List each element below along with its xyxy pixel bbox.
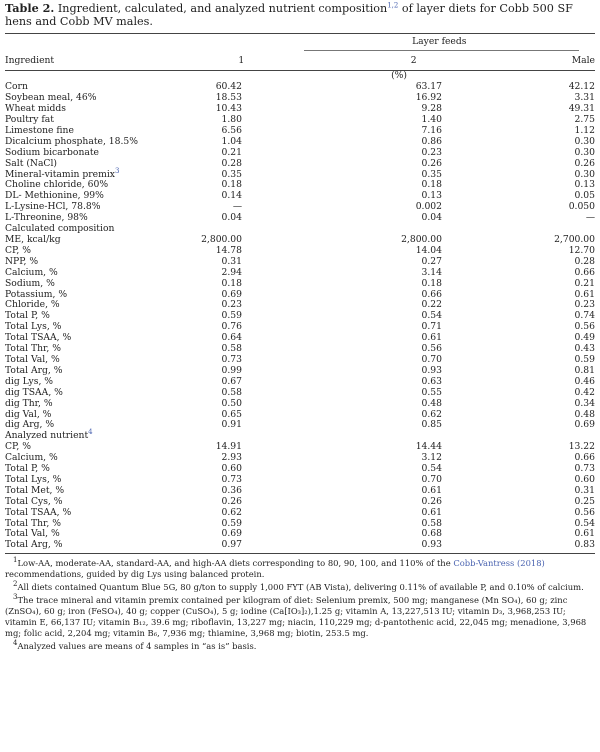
value-cell: 0.23 <box>221 299 242 311</box>
value-cell: 0.23 <box>421 146 442 158</box>
value-cell: 0.74 <box>574 310 595 322</box>
ingredient-name: Sodium bicarbonate <box>5 146 99 158</box>
table-row <box>5 442 595 453</box>
value-cell: 0.31 <box>221 255 242 267</box>
calculated-name: NPP, % <box>5 255 39 267</box>
value-cell: 0.50 <box>221 397 242 409</box>
value-cell: 0.49 <box>574 332 595 344</box>
column-header-1: 1 <box>238 55 245 67</box>
value-cell: 0.13 <box>421 190 442 202</box>
value-cell: 0.73 <box>221 353 242 365</box>
value-cell: 0.28 <box>221 157 242 169</box>
table-row <box>5 104 595 115</box>
analyzed-name: Total Arg, % <box>5 539 63 551</box>
analyzed-section-header <box>5 431 595 442</box>
cobb-vantress-reference-link[interactable]: Cobb-Vantress (2018) <box>453 558 545 569</box>
value-cell: 0.73 <box>574 463 595 475</box>
value-cell: 0.65 <box>221 408 242 420</box>
value-cell: 14.44 <box>415 441 442 453</box>
value-cell: 0.23 <box>574 299 595 311</box>
value-cell: 60.42 <box>215 81 242 93</box>
ingredient-name: Poultry fat <box>5 114 54 126</box>
value-cell: 1.40 <box>421 114 442 126</box>
calculated-name: dig Val, % <box>5 408 52 420</box>
value-cell: 63.17 <box>415 81 442 93</box>
value-cell: 0.60 <box>574 473 595 485</box>
footnote-3: $^3$The trace mineral and vitamin premix contained per kilogram of diet: Selenium premix, 500 mg; manganese (Mn SO₄), 60 g; zinc (ZnSO₄), 60 g; iron (FeSO₄), 40 g; copper (CuSO₄), 5 g; iodine (Ca[IO₃]₂),1.25 g; vitamin A, 13,227,513 IU; vitamin D₃, 3,968,253 IU; vitamin E, 66,137 IU; vitamin B₁₂, 39.6 mg; riboflavin, 13,227 mg; niacin, 110,229 mg; d-pantothenic acid, 22,045 mg; menadione, 3,968 mg; folic acid, 2,204 mg; vitamin B₆, 7,936 mg; thiamine, 3,968 mg; biotin, 253.5 mg. <box>5 593 587 638</box>
table-row <box>5 453 595 464</box>
table-row <box>5 519 595 530</box>
analyzed-name: Total TSAA, % <box>5 506 72 518</box>
table-row <box>5 246 595 257</box>
value-cell: 0.27 <box>421 255 442 267</box>
analyzed-name: CP, % <box>5 441 31 453</box>
value-cell: 0.61 <box>574 288 595 300</box>
table-document <box>5 2 595 654</box>
calculated-name: Total P, % <box>5 310 50 322</box>
value-cell: 0.05 <box>574 190 595 202</box>
value-cell: 0.62 <box>421 408 442 420</box>
analyzed-name: Calcium, % <box>5 452 58 464</box>
value-cell: 0.93 <box>421 539 442 551</box>
value-cell: 0.59 <box>221 310 242 322</box>
value-cell: 0.81 <box>574 364 595 376</box>
value-cell: 0.31 <box>574 484 595 496</box>
ingredient-name: L-Threonine, 98% <box>5 212 88 224</box>
value-cell: 0.99 <box>221 364 242 376</box>
table-row <box>5 508 595 519</box>
value-cell: 0.30 <box>574 146 595 158</box>
value-cell: 0.21 <box>574 277 595 289</box>
table-row <box>5 529 595 540</box>
value-cell: 0.22 <box>421 299 442 311</box>
calculated-name: Total Lys, % <box>5 321 62 333</box>
value-cell: 0.28 <box>574 255 595 267</box>
value-cell: 6.56 <box>221 124 242 136</box>
table-row <box>5 420 595 431</box>
calculated-name: dig TSAA, % <box>5 386 63 398</box>
table-row <box>5 202 595 213</box>
value-cell: 0.25 <box>574 495 595 507</box>
unit-label: (%) <box>391 70 407 82</box>
calculated-name: Potassium, % <box>5 288 68 300</box>
value-cell: 0.56 <box>574 321 595 333</box>
value-cell: 0.69 <box>221 288 242 300</box>
value-cell: 0.55 <box>421 386 442 398</box>
value-cell: 0.76 <box>221 321 242 333</box>
value-cell: 0.56 <box>574 506 595 518</box>
value-cell: 10.43 <box>215 103 242 115</box>
value-cell: 0.73 <box>221 473 242 485</box>
value-cell: 3.31 <box>574 92 595 104</box>
value-cell: 0.69 <box>221 528 242 540</box>
table-row <box>5 115 595 126</box>
value-cell: 0.59 <box>221 517 242 529</box>
value-cell: — <box>232 201 242 213</box>
analyzed-name: Total Met, % <box>5 484 65 496</box>
ingredient-name: DL- Methionine, 99% <box>5 190 104 202</box>
value-cell: 0.68 <box>421 528 442 540</box>
calculated-name: Sodium, % <box>5 277 55 289</box>
ingredient-name: Dicalcium phosphate, 18.5% <box>5 135 138 147</box>
column-header-male: Male <box>571 55 595 67</box>
caption-footnote-ref[interactable]: 1,2 <box>387 1 399 10</box>
table-row <box>5 540 595 551</box>
table-row <box>5 486 595 497</box>
value-cell: 0.69 <box>574 419 595 431</box>
value-cell: 0.66 <box>574 452 595 464</box>
ingredient-name: Wheat midds <box>5 103 67 115</box>
value-cell: 0.48 <box>574 408 595 420</box>
value-cell: 2,800.00 <box>201 234 242 245</box>
footnote-ref[interactable]: 4 <box>88 428 93 437</box>
value-cell: 14.78 <box>215 244 242 256</box>
value-cell: 0.002 <box>415 201 442 213</box>
value-cell: 0.61 <box>574 528 595 540</box>
table-row <box>5 344 595 355</box>
value-cell: 0.35 <box>421 168 442 180</box>
value-cell: 0.14 <box>221 190 242 202</box>
value-cell: 0.85 <box>421 419 442 431</box>
table-row <box>5 497 595 508</box>
value-cell: 0.48 <box>421 397 442 409</box>
analyzed-name: Total Lys, % <box>5 473 62 485</box>
calculated-section-header <box>5 224 595 235</box>
table-row <box>5 322 595 333</box>
calculated-name: Total TSAA, % <box>5 332 72 344</box>
value-cell: 0.26 <box>574 157 595 169</box>
value-cell: 0.46 <box>574 375 595 387</box>
column-header-ingredient: Ingredient <box>5 55 55 67</box>
table-label: Table 2. <box>5 1 55 15</box>
value-cell: 0.26 <box>221 495 242 507</box>
ingredient-name: Soybean meal, 46% <box>5 92 97 104</box>
value-cell: 0.35 <box>221 168 242 180</box>
value-cell: 0.59 <box>574 353 595 365</box>
value-cell: 42.12 <box>568 81 595 93</box>
analyzed-name: Total Val, % <box>5 528 60 540</box>
value-cell: 0.58 <box>221 343 242 355</box>
analyzed-section-title: Analyzed nutrient <box>5 430 89 442</box>
table-row <box>5 377 595 388</box>
value-cell: 0.58 <box>221 386 242 398</box>
value-cell: 14.91 <box>215 441 242 453</box>
value-cell: 7.16 <box>421 124 442 136</box>
value-cell: 0.18 <box>421 277 442 289</box>
value-cell: 0.43 <box>574 343 595 355</box>
ingredient-name: Mineral-vitamin premix <box>5 168 115 180</box>
value-cell: 0.04 <box>421 212 442 224</box>
calculated-name: ME, kcal/kg <box>5 234 61 245</box>
value-cell: 0.70 <box>421 353 442 365</box>
value-cell: 1.04 <box>221 135 242 147</box>
value-cell: 0.21 <box>221 146 242 158</box>
value-cell: 0.18 <box>221 179 242 191</box>
table-row <box>5 290 595 301</box>
value-cell: 0.58 <box>421 517 442 529</box>
value-cell: 0.42 <box>574 386 595 398</box>
value-cell: 0.63 <box>421 375 442 387</box>
group-header-layer-feeds: Layer feeds <box>412 36 467 48</box>
table-caption <box>5 2 595 28</box>
footnote-4: $^4$Analyzed values are means of 4 samples in “as is” basis. <box>13 638 257 651</box>
table-row <box>5 366 595 377</box>
value-cell: 13.22 <box>568 441 595 453</box>
calculated-name: Calcium, % <box>5 266 58 278</box>
group-header-row <box>5 34 595 48</box>
value-cell: 0.93 <box>421 364 442 376</box>
value-cell: 0.54 <box>574 517 595 529</box>
ingredient-name: Choline chloride, 60% <box>5 179 109 191</box>
footnote-2: $^2$All diets contained Quantum Blue 5G, 80 g/ton to supply 1,000 FYT (AB Vista), delivering 0.11% of available P, and 0.10% of calcium. <box>13 580 584 593</box>
value-cell: 0.61 <box>421 484 442 496</box>
table-row <box>5 399 595 410</box>
caption-text: Ingredient, calculated, and analyzed nutrient composition <box>57 2 388 15</box>
value-cell: 0.36 <box>221 484 242 496</box>
table-row <box>5 257 595 268</box>
value-cell: 0.61 <box>421 506 442 518</box>
value-cell: 0.70 <box>421 473 442 485</box>
composition-table <box>5 34 595 67</box>
table-row <box>5 464 595 475</box>
table-row <box>5 300 595 311</box>
value-cell: 14.04 <box>415 244 442 256</box>
ingredient-name: Salt (NaCl) <box>5 157 57 169</box>
value-cell: 0.13 <box>574 179 595 191</box>
value-cell: 49.31 <box>568 103 595 115</box>
calculated-name: dig Thr, % <box>5 397 53 409</box>
value-cell: 2.93 <box>221 452 242 464</box>
composition-body <box>5 71 595 551</box>
table-row <box>5 410 595 421</box>
value-cell: 2.75 <box>574 114 595 126</box>
value-cell: 3.12 <box>421 452 442 464</box>
value-cell: 0.91 <box>221 419 242 431</box>
value-cell: 0.26 <box>421 495 442 507</box>
unit-row <box>5 71 595 82</box>
bottom-rule <box>5 553 595 554</box>
calculated-name: Total Thr, % <box>5 343 61 355</box>
table-row <box>5 333 595 344</box>
value-cell: 0.61 <box>421 332 442 344</box>
value-cell: 0.30 <box>574 168 595 180</box>
value-cell: 0.18 <box>421 179 442 191</box>
ingredient-name: Corn <box>5 81 28 93</box>
footnotes <box>5 558 595 651</box>
table-row <box>5 311 595 322</box>
value-cell: 0.34 <box>574 397 595 409</box>
value-cell: 18.53 <box>215 92 242 104</box>
value-cell: 2,700.00 <box>554 234 595 245</box>
caption-text-cont: of layer diets for Cobb 500 SF hens and Cobb MV males. <box>5 2 573 29</box>
column-header-row <box>5 51 595 67</box>
value-cell: 0.26 <box>421 157 442 169</box>
value-cell: 0.64 <box>221 332 242 344</box>
footnote-ref[interactable]: 3 <box>114 166 120 175</box>
value-cell: 0.30 <box>574 135 595 147</box>
value-cell: 0.66 <box>421 288 442 300</box>
footnote-1: $^1$Low-AA, moderate-AA, standard-AA, and high-AA diets corresponding to 80, 90, 100, and 110% of the Cobb-Vantress (2018) recommendations, guided by dig Lys using balanced protein. <box>5 556 545 579</box>
analyzed-name: Total Thr, % <box>5 517 61 529</box>
table-row <box>5 355 595 366</box>
table-row <box>5 93 595 104</box>
calculated-name: CP, % <box>5 244 31 256</box>
value-cell: 0.67 <box>221 375 242 387</box>
calculated-name: Chloride, % <box>5 299 60 311</box>
table-row <box>5 279 595 290</box>
value-cell: 9.28 <box>421 103 442 115</box>
calculated-name: dig Arg, % <box>5 419 55 431</box>
ingredient-name: L-Lysine-HCl, 78.8% <box>5 201 101 213</box>
table-row <box>5 235 595 246</box>
calculated-name: dig Lys, % <box>5 375 54 387</box>
calculated-name: Total Arg, % <box>5 364 63 376</box>
value-cell: 0.56 <box>421 343 442 355</box>
value-cell: 0.050 <box>568 201 595 213</box>
value-cell: 0.18 <box>221 277 242 289</box>
value-cell: 12.70 <box>568 244 595 256</box>
column-header-2: 2 <box>410 55 417 67</box>
value-cell: 16.92 <box>415 92 442 104</box>
ingredient-name: Limestone fine <box>5 124 74 136</box>
analyzed-name: Total Cys, % <box>5 495 63 507</box>
value-cell: 0.04 <box>221 212 242 224</box>
calculated-name: Total Val, % <box>5 353 60 365</box>
analyzed-name: Total P, % <box>5 463 50 475</box>
calculated-section-title: Calculated composition <box>5 223 115 235</box>
table-row <box>5 475 595 486</box>
value-cell: 1.80 <box>221 114 242 126</box>
value-cell: 2.94 <box>221 266 242 278</box>
table-row <box>5 148 595 159</box>
value-cell: 0.86 <box>421 135 442 147</box>
value-cell: 0.97 <box>221 539 242 551</box>
value-cell: 1.12 <box>574 124 595 136</box>
value-cell: 0.83 <box>574 539 595 551</box>
value-cell: 0.54 <box>421 463 442 475</box>
table-row <box>5 388 595 399</box>
value-cell: 0.66 <box>574 266 595 278</box>
value-cell: 2,800.00 <box>401 234 442 245</box>
value-cell: 0.62 <box>221 506 242 518</box>
value-cell: — <box>585 212 595 224</box>
value-cell: 0.71 <box>421 321 442 333</box>
table-row <box>5 268 595 279</box>
value-cell: 3.14 <box>421 266 442 278</box>
value-cell: 0.54 <box>421 310 442 322</box>
value-cell: 0.60 <box>221 463 242 475</box>
